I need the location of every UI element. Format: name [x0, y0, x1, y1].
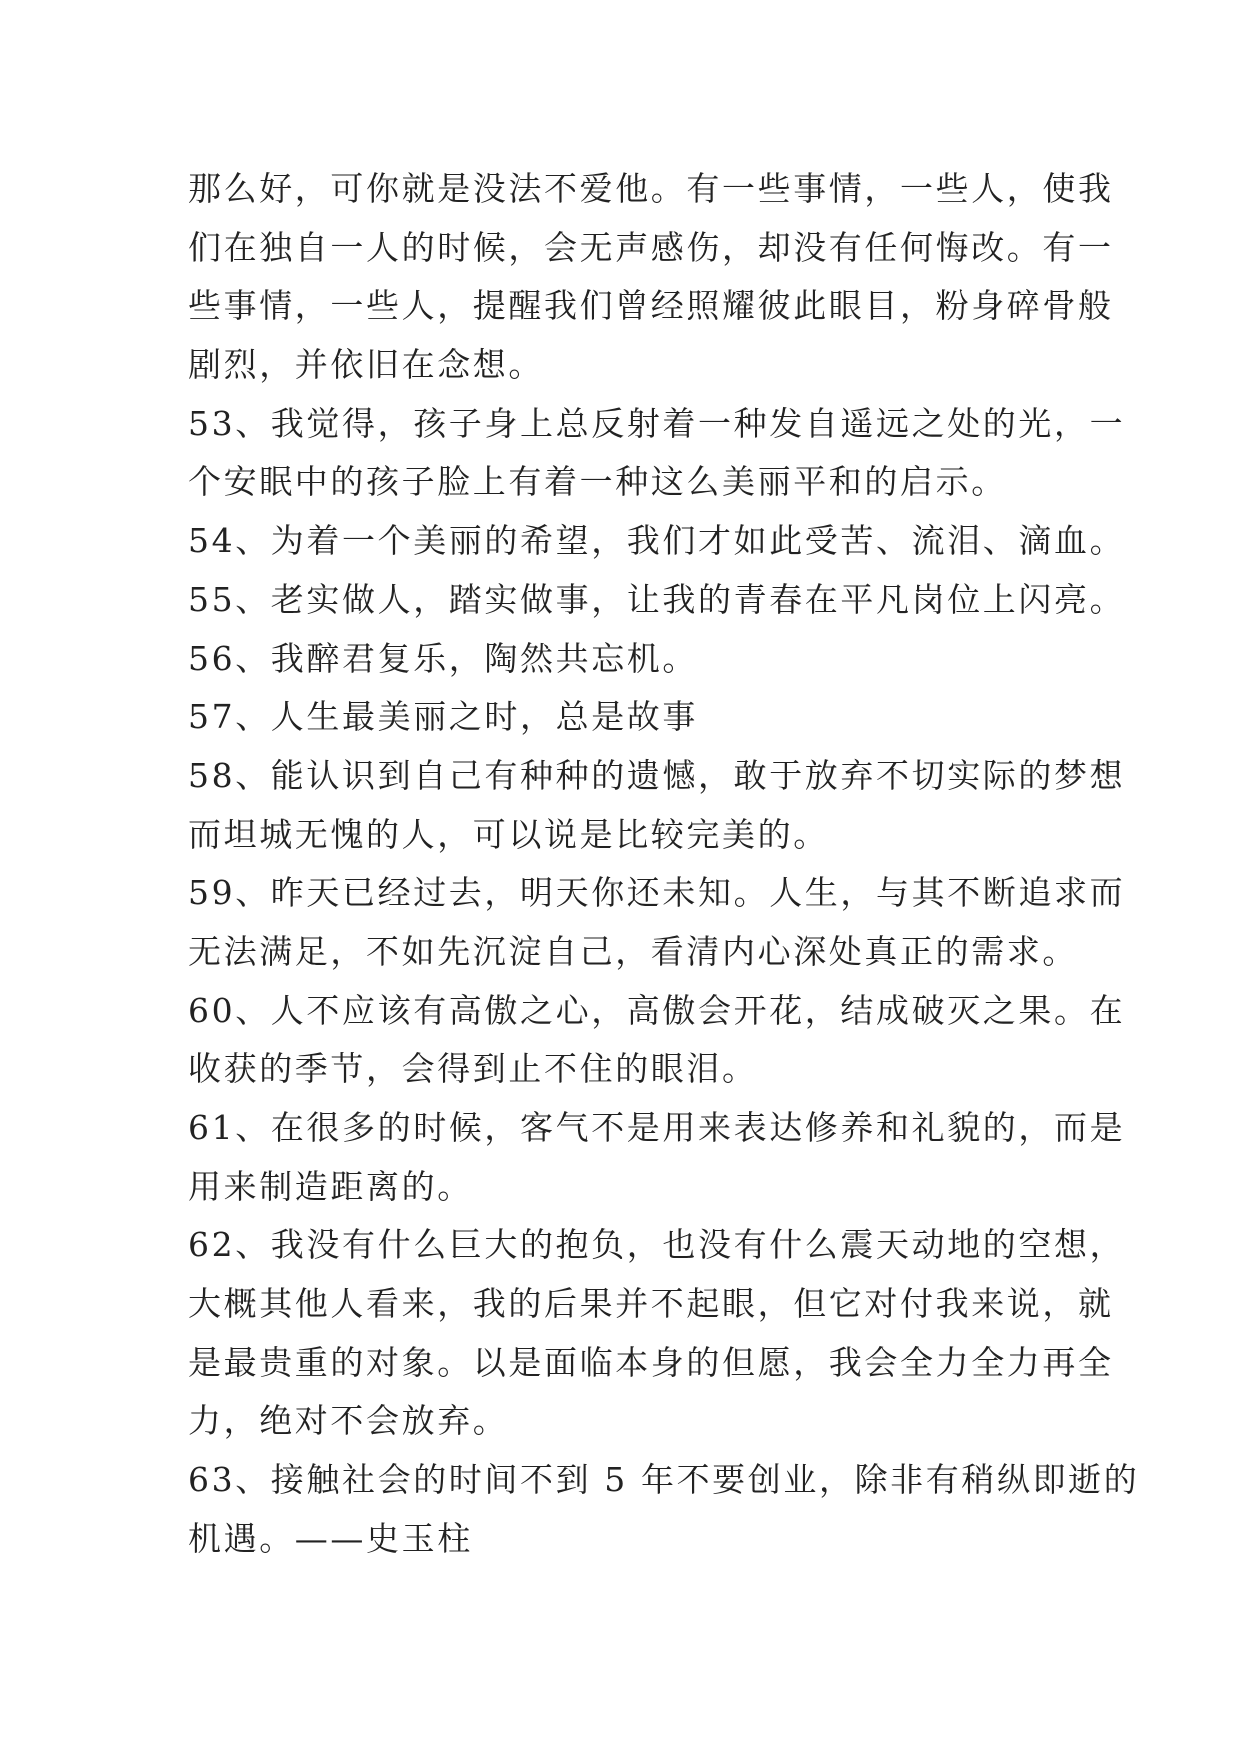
text-line: 57、人生最美丽之时，总是故事 [188, 697, 698, 737]
text-line: 61、在很多的时候，客气不是用来表达修养和礼貌的，而是 [188, 1108, 1126, 1147]
text-line: 是最贵重的对象。以是面临本身的但愿，我会全力全力再全 [188, 1342, 1114, 1382]
text-line: 53、我觉得，孩子身上总反射着一种发自遥远之处的光，一 [188, 403, 1126, 443]
text-line: 55、老实做人，踏实做事，让我的青春在平凡岗位上闪亮。 [188, 579, 1126, 619]
text-line: 收获的季节，会得到止不住的眼泪。 [188, 1049, 758, 1089]
text-line: 56、我醉君复乐，陶然共忘机。 [188, 638, 698, 678]
text-line: 机遇。——史玉柱 [188, 1518, 473, 1558]
text-line: 那么好，可你就是没法不爱他。有一些事情，一些人，使我 [188, 169, 1114, 208]
text-line: 59、昨天已经过去，明天你还未知。人生，与其不断追求而 [188, 873, 1126, 913]
text-line: 些事情，一些人，提醒我们曾经照耀彼此眼目，粉身碎骨般 [188, 286, 1114, 326]
text-line: 63、接触社会的时间不到 5 年不要创业，除非有稍纵即逝的 [188, 1460, 1140, 1500]
text-line: 无法满足，不如先沉淀自己，看清内心深处真正的需求。 [188, 931, 1078, 971]
document-body [188, 160, 1140, 1569]
text-line: 而坦城无愧的人，可以说是比较完美的。 [188, 814, 829, 854]
text-line: 用来制造距离的。 [188, 1166, 473, 1206]
text-line: 54、为着一个美丽的希望，我们才如此受苦、流泪、滴血。 [188, 521, 1126, 561]
text-line: 60、人不应该有高傲之心，高傲会开花，结成破灭之果。在 [188, 990, 1126, 1030]
text-line: 个安眠中的孩子脸上有着一种这么美丽平和的启示。 [188, 462, 1007, 502]
text-line: 58、能认识到自己有种种的遗憾，敢于放弃不切实际的梦想 [188, 755, 1126, 795]
text-line: 大概其他人看来，我的后果并不起眼，但它对付我来说，就 [188, 1284, 1114, 1324]
text-line: 力，绝对不会放弃。 [188, 1401, 509, 1441]
text-line: 62、我没有什么巨大的抱负，也没有什么震天动地的空想， [188, 1225, 1126, 1265]
text-line: 们在独自一人的时候，会无声感伤，却没有任何悔改。有一 [188, 227, 1114, 267]
text-line: 剧烈，并依旧在念想。 [188, 345, 544, 385]
